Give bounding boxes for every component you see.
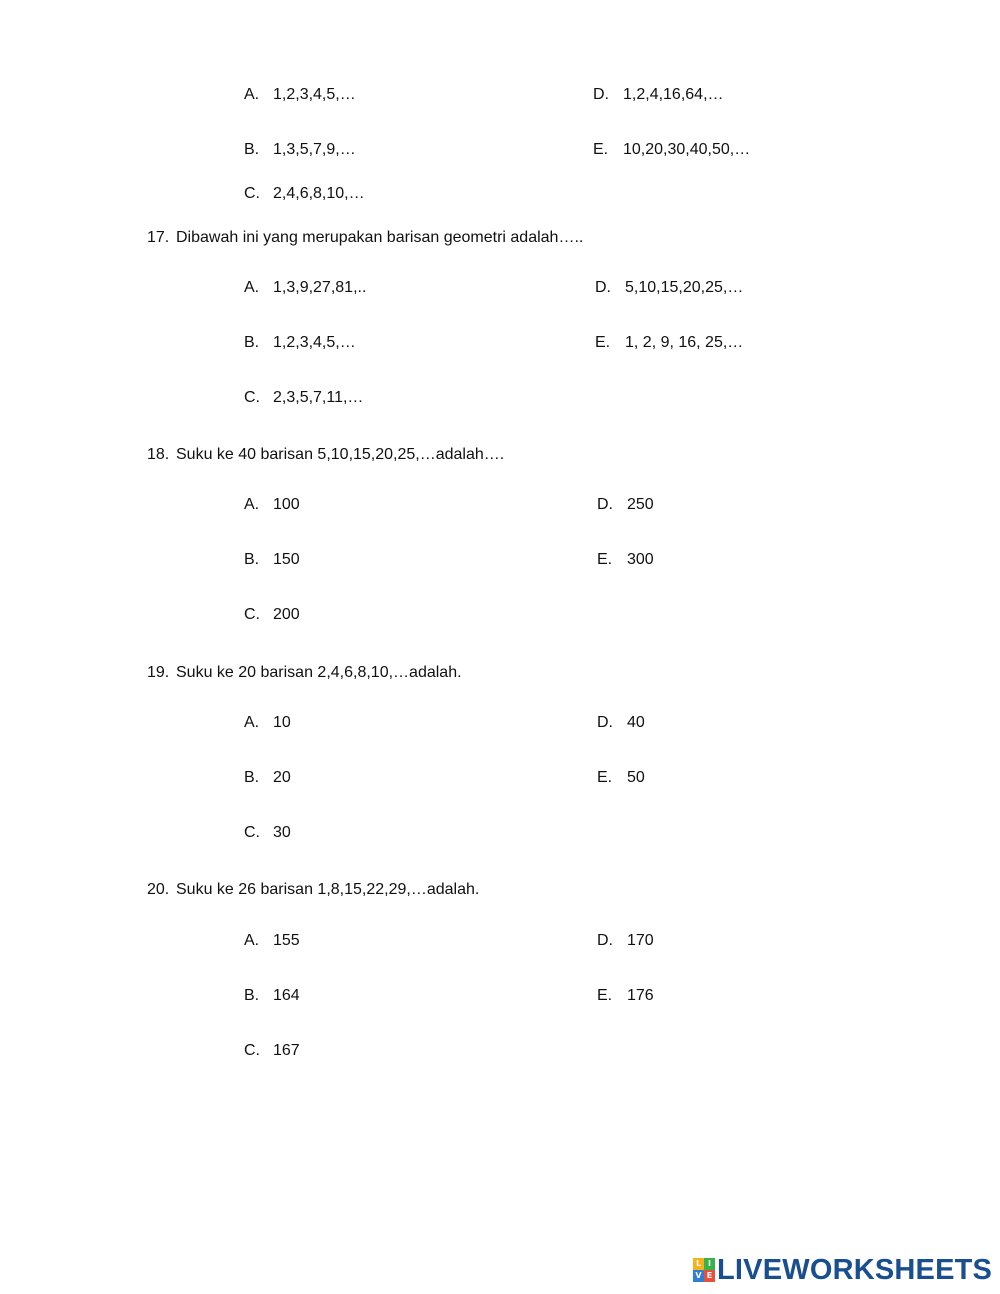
option-text: 150 [273, 551, 300, 568]
option-text: 10 [273, 714, 291, 731]
question-text: Suku ke 40 barisan 5,10,15,20,25,…adalah…. [176, 446, 505, 463]
option-text: 5,10,15,20,25,… [625, 279, 744, 296]
option-text: 155 [273, 932, 300, 949]
option-letter: A. [244, 279, 260, 296]
option-letter: D. [593, 86, 609, 103]
question-text: Dibawah ini yang merupakan barisan geometri adalah….. [176, 229, 584, 246]
option-letter: C. [244, 389, 260, 406]
option-letter: B. [244, 141, 260, 158]
option-text: 250 [627, 496, 654, 513]
option-text: 167 [273, 1042, 300, 1059]
question-number: 19. [147, 664, 170, 681]
option-text: 30 [273, 824, 291, 841]
option-letter: B. [244, 334, 260, 351]
question-number: 18. [147, 446, 170, 463]
option-letter: E. [597, 551, 613, 568]
option-text: 1,3,5,7,9,… [273, 141, 356, 158]
option-letter: A. [244, 932, 260, 949]
logo-wordmark: LIVEWORKSHEETS [717, 1254, 993, 1286]
logo-mark-letter: L [693, 1258, 704, 1270]
option-letter: E. [597, 769, 613, 786]
option-text: 100 [273, 496, 300, 513]
option-letter: A. [244, 86, 260, 103]
option-letter: E. [597, 987, 613, 1004]
option-letter: C. [244, 606, 260, 623]
logo-mark-icon [693, 1258, 715, 1282]
option-text: 20 [273, 769, 291, 786]
option-text: 10,20,30,40,50,… [623, 141, 751, 158]
option-text: 1,2,4,16,64,… [623, 86, 724, 103]
option-letter: E. [593, 141, 609, 158]
option-text: 40 [627, 714, 645, 731]
option-text: 170 [627, 932, 654, 949]
option-text: 1, 2, 9, 16, 25,… [625, 334, 744, 351]
option-letter: A. [244, 496, 260, 513]
option-text: 2,3,5,7,11,… [273, 389, 364, 406]
option-letter: D. [597, 932, 613, 949]
option-text: 300 [627, 551, 654, 568]
option-letter: B. [244, 551, 260, 568]
option-letter: C. [244, 185, 260, 202]
option-letter: B. [244, 769, 260, 786]
option-text: 50 [627, 769, 645, 786]
option-letter: B. [244, 987, 260, 1004]
option-letter: D. [597, 496, 613, 513]
option-text: 1,2,3,4,5,… [273, 86, 356, 103]
option-text: 1,2,3,4,5,… [273, 334, 356, 351]
option-text: 200 [273, 606, 300, 623]
option-text: 1,3,9,27,81,.. [273, 279, 367, 296]
option-letter: C. [244, 1042, 260, 1059]
option-letter: D. [595, 279, 611, 296]
option-letter: C. [244, 824, 260, 841]
option-letter: E. [595, 334, 611, 351]
liveworksheets-logo[interactable] [693, 1255, 992, 1285]
option-letter: D. [597, 714, 613, 731]
question-text: Suku ke 20 barisan 2,4,6,8,10,…adalah. [176, 664, 462, 681]
question-number: 20. [147, 881, 170, 898]
question-text: Suku ke 26 barisan 1,8,15,22,29,…adalah. [176, 881, 480, 898]
logo-mark-letter: E [704, 1270, 715, 1282]
question-number: 17. [147, 229, 170, 246]
logo-mark-letter: V [693, 1270, 704, 1282]
option-text: 176 [627, 987, 654, 1004]
option-text: 164 [273, 987, 300, 1004]
option-letter: A. [244, 714, 260, 731]
option-text: 2,4,6,8,10,… [273, 185, 365, 202]
logo-mark-letter: I [704, 1258, 715, 1270]
